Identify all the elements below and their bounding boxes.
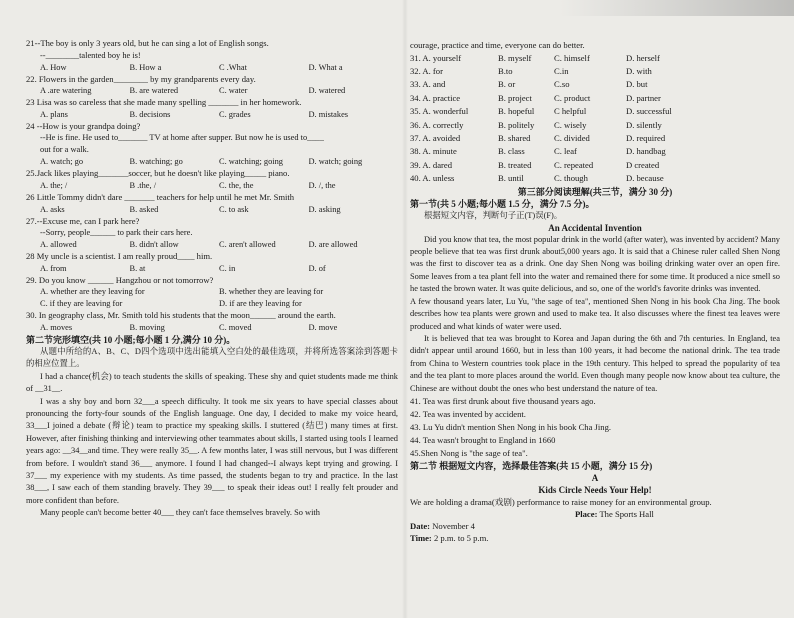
cloze-options-31 [410, 52, 780, 65]
option: 35. A. wonderful [410, 106, 469, 117]
question-22-options [26, 85, 398, 97]
option: C. leaf [554, 146, 577, 157]
cloze-options-35 [410, 105, 780, 118]
cloze-options-36 [410, 119, 780, 132]
option: C. aren't allowed [219, 240, 276, 250]
question-24: 24 --How is your grandpa doing? [26, 120, 141, 131]
option: 34. A. practice [410, 92, 461, 103]
option: B. or [498, 79, 516, 90]
option: B. politely [498, 119, 535, 130]
option: A. from [40, 263, 67, 273]
option: 31. A. yourself [410, 52, 462, 63]
option: B .the, / [129, 180, 157, 190]
question-27: 27.--Excuse me, can I park here? [26, 215, 140, 226]
option: B. watching; go [129, 157, 183, 167]
option: 37. A. avoided [410, 133, 461, 144]
tf-question-44: 44. Tea wasn't brought to England in 1660 [410, 434, 556, 445]
option: B. project [498, 92, 532, 103]
option: B. class [498, 146, 525, 157]
question-22: 22. Flowers in the garden________ by my grandparents every day. [26, 73, 256, 84]
question-29-options-a [26, 286, 398, 298]
option: B. shared [498, 133, 531, 144]
option: A. whether are they leaving for [40, 287, 145, 297]
cloze-options-34 [410, 92, 780, 105]
passage-letter: A [591, 472, 599, 483]
option: 40. A. unless [410, 173, 455, 184]
option: A. the; / [40, 180, 68, 190]
option: A. watch; go [40, 157, 84, 167]
tf-question-41: 41. Tea was first drunk about five thousand years ago. [410, 395, 596, 406]
question-25-options [26, 180, 398, 192]
question-26: 26 Little Tommy didn't dare _______ teachers for help until he met Mr. Smith [26, 191, 295, 202]
option: D. silently [626, 119, 662, 130]
option: D. /, the [308, 180, 336, 190]
section2-title: 第二节完形填空(共 10 小题;每小题 1 分,满分 10 分)。 [26, 334, 236, 345]
option: D. move [308, 322, 338, 332]
option: 38. A. minute [410, 146, 457, 157]
cloze-options-33 [410, 78, 780, 91]
tf-question-45: 45.Shen Nong is "the sage of tea". [410, 447, 528, 458]
ad-body: We are holding a drama(戏剧) performance to raise money for an environmental group. [410, 496, 712, 507]
date-value: November 4 [432, 520, 475, 531]
option: B. whether they are leaving for [219, 287, 324, 297]
scan-shadow [560, 0, 794, 16]
option: C. grades [219, 109, 251, 119]
tf-question-43: 43. Lu Yu didn't mention Shen Nong in his book Cha Jing. [410, 421, 612, 432]
question-25: 25.Jack likes playing_______soccer, but he doesn't like playing_____ piano. [26, 168, 290, 179]
section2-instructions: 从题中所给的A、B、C、D四个选项中选出能填入空白处的最佳选项，并将所选答案涂到答题卡的相应位置上。 [26, 346, 398, 369]
ad-time [410, 532, 780, 544]
option: D. watch; going [308, 157, 363, 167]
cloze-options-39 [410, 159, 780, 172]
option: C. to ask [219, 204, 249, 214]
question-30: 30. In geography class, Mr. Smith told his students that the moon______ around the earth. [26, 310, 336, 321]
option: C. product [554, 92, 591, 103]
question-23: 23 Lisa was so careless that she made many spelling _______ in her homework. [26, 97, 302, 108]
cloze-paragraph-3: Many people can't become better 40___ they can't face themselves bravely. So with [40, 508, 320, 518]
option: B. How a [129, 62, 162, 72]
option: 33. A. and [410, 79, 446, 90]
time-value: 2 p.m. to 5 p.m. [433, 532, 489, 543]
ad-place [410, 508, 780, 520]
question-24-sub: --He is fine. He used to_______ TV at home after supper. But now he is used to____ [40, 133, 324, 143]
question-28-options [26, 263, 398, 275]
option: C. himself [554, 52, 590, 63]
option: B. at [129, 263, 146, 273]
question-29-options-b [26, 298, 398, 310]
option: B. hopeful [498, 106, 535, 117]
place-value: The Sports Hall [599, 508, 654, 519]
option: D. herself [626, 52, 660, 63]
option: B. moving [129, 322, 165, 332]
option: D. partner [626, 92, 661, 103]
option: B. are watered [129, 86, 179, 96]
option: C. if they are leaving for [40, 299, 123, 309]
passage-title: An Accidental Invention [548, 222, 642, 233]
option: C. divided [554, 133, 590, 144]
option: D. of [308, 263, 326, 273]
option: D. are allowed [308, 240, 358, 250]
ad-title: Kids Circle Needs Your Help! [538, 484, 652, 495]
option: D. asking [308, 204, 341, 214]
cloze-continuation: courage, practice and time, everyone can do better. [410, 40, 585, 50]
cloze-options-37 [410, 132, 780, 145]
page-fold [402, 0, 408, 618]
section2-reading-title: 第二节 根据短文内容，选择最佳答案(共 15 小题，满分 15 分) [410, 460, 653, 471]
option: D. with [626, 66, 652, 76]
question-26-options [26, 204, 398, 216]
date-label: Date: [410, 520, 431, 531]
option: A. moves [40, 322, 73, 332]
question-23-options [26, 109, 398, 121]
question-24-sub2: out for a walk. [40, 145, 89, 155]
option: C.in [554, 66, 569, 76]
option: D. mistakes [308, 109, 349, 119]
option: C. in [219, 263, 236, 273]
section1-title: 第一节(共 5 小题;每小题 1.5 分，满分 7.5 分)。 [410, 198, 595, 209]
option: A. asks [40, 204, 65, 214]
cloze-paragraph-1: I had a chance(机会) to teach students the skills of speaking. These shy and quiet students made me think of __31__. [26, 371, 398, 394]
tf-question-42: 42. Tea was invented by accident. [410, 408, 526, 419]
ad-date [410, 520, 780, 532]
option: C. wisely [554, 119, 587, 130]
option: D. but [626, 79, 648, 90]
option: C. moved [219, 322, 252, 332]
option: B. until [498, 173, 524, 184]
question-24-options [26, 156, 398, 168]
option: D created [626, 159, 660, 170]
question-27-options [26, 239, 398, 251]
question-28: 28 My uncle is a scientist. I am really proud____ him. [26, 251, 213, 262]
cloze-options-40 [410, 172, 780, 185]
cloze-options-38 [410, 145, 780, 158]
option: C. water [219, 86, 248, 96]
passage-paragraph-2: A few thousand years later, Lu Yu, "the sage of tea", mentioned Shen Nong in his book Cha Jing. The book describes how tea plants were grown and used to make tea. It also discusses where the finest tea leaves were produced and what kinds of water were used. [410, 296, 780, 331]
cloze-options-32 [410, 65, 780, 78]
option: B. treated [498, 159, 532, 170]
option: B.to [498, 66, 513, 76]
option: D. required [626, 133, 666, 144]
time-label: Time: [410, 532, 432, 543]
option: D. handbag [626, 146, 666, 157]
question-27-sub: --Sorry, people______ to park their cars here. [40, 228, 193, 238]
option: 36. A. correctly [410, 119, 464, 130]
question-21-sub: --________talented boy he is! [40, 50, 141, 60]
option: A. allowed [40, 240, 77, 250]
option: D. successful [626, 106, 672, 117]
option: 32. A. for [410, 66, 443, 76]
option: C. though [554, 173, 588, 184]
option: C.so [554, 79, 570, 90]
section1-instructions: 根据短文内容，判断句子正(T)误(F)。 [424, 210, 563, 220]
option: C helpful [554, 106, 587, 117]
option: B. didn't allow [129, 240, 179, 250]
option: A .are watering [40, 86, 92, 96]
question-30-options [26, 322, 398, 334]
question-21: 21--The boy is only 3 years old, but he can sing a lot of English songs. [26, 38, 269, 48]
option: D. if are they leaving for [219, 299, 302, 309]
question-29: 29. Do you know ______ Hangzhou or not tomorrow? [26, 274, 214, 285]
passage-paragraph-3: It is believed that tea was brought to Korea and Japan during the 6th and 7th centuries. In England, tea didn't appear until around 1660, but in less than 100 years, it had become the national drink. The tea trade from China to Western countries took place in the 19th century. This helped to spread the popularity of tea and the tea plant to more places around the world. Even though many people now know about tea culture, the Chinese are without doubt the ones who best understand the nature of tea. [410, 333, 780, 393]
option: A. How [40, 62, 67, 72]
option: A. plans [40, 109, 68, 119]
option: B. asked [129, 204, 159, 214]
option: B. decisions [129, 109, 171, 119]
option: B. myself [498, 52, 532, 63]
option: C. repeated [554, 159, 594, 170]
option: C. the, the [219, 180, 254, 190]
option: C. watching; going [219, 157, 283, 167]
option: D. because [626, 173, 664, 184]
option: D. watered [308, 86, 346, 96]
part3-title: 第三部分阅读理解(共三节，满分 30 分) [517, 186, 673, 197]
question-21-options [26, 62, 398, 74]
left-column [26, 38, 398, 520]
option: 39. A. dared [410, 159, 453, 170]
right-column [410, 40, 780, 544]
place-label: Place: [575, 508, 598, 519]
option: D. What a [308, 62, 343, 72]
option: C .What [219, 62, 247, 72]
cloze-paragraph-2: I was a shy boy and born 32___a speech difficulty. It took me six years to have special classes about pronouncing the forty-four sounds of the English language. One day, I decided to make my voice heard, 33___I joined a debate (辩论) team to practice my speaking skills. I stuttered (结巴) many times at first. However, after finishing thinking and interviewing other teammates about skills, I started using tools I learned years ago: __34__and time. They were really 35__. A few months later, I was still nervous, but I was different from before. I wouldn't stand 36___ anymore. I found I had changed--I always kept trying and growing. I 37___ my experience with my students. As time passed, the students began to try and practice. In the last 38___, I saw each of them standing bravely. They 39___ to speak their ideas out! I really felt prouder and more confident than before. [26, 396, 398, 505]
passage-paragraph-1: Did you know that tea, the most popular drink in the world (after water), was invented by accident? Many people believe that tea was first drunk about5,000 years ago. It is said that a Chinese ruler called Shen Nong was the first to discover tea as a drink. One day Shen Nong was boiling drinking water over an open fire. Some leaves from a tea plant fell into the water and remained there for some time. It produced a nice smell so he tasted the brown water. It was quite delicious, and so, one of the world's favorite drinks was invented. [410, 234, 780, 294]
